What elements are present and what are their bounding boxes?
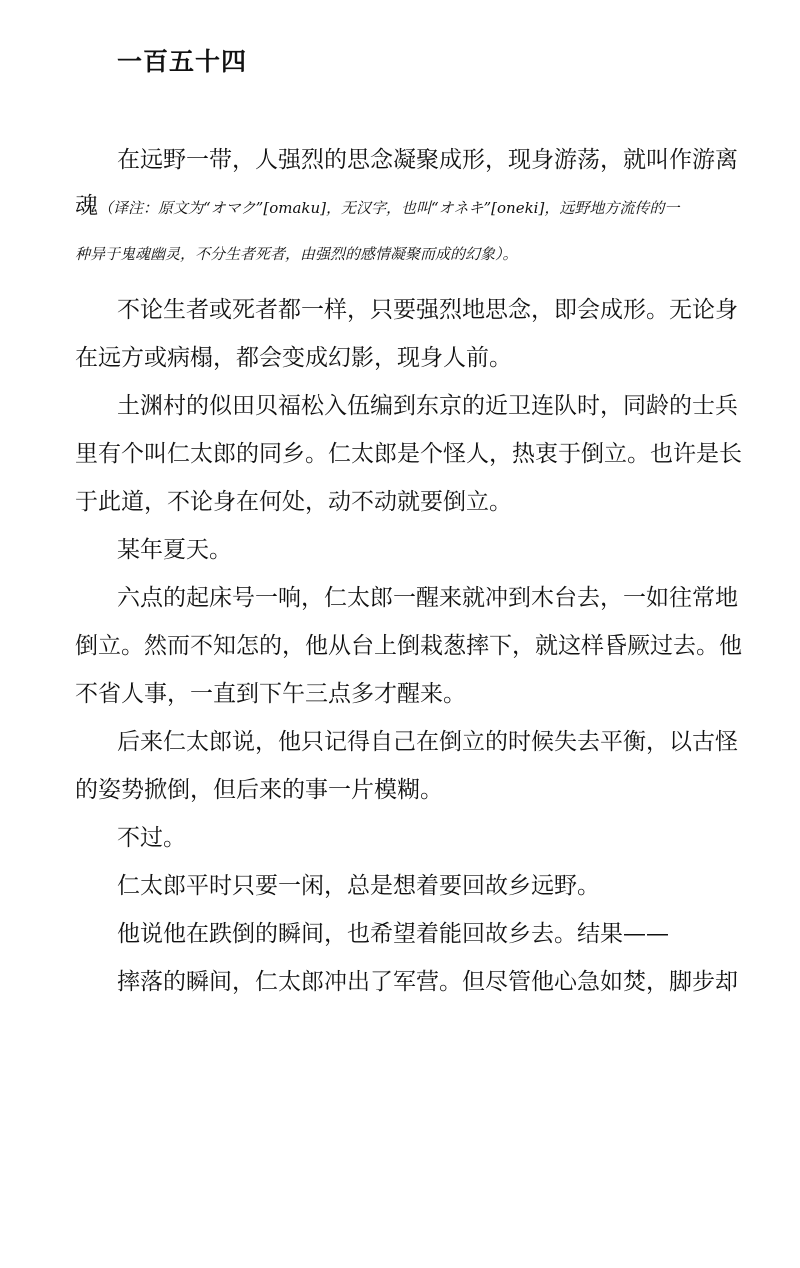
- paragraph-line: 土渊村的似田贝福松入伍编到东京的近卫连队时，同龄的士兵: [117, 393, 738, 419]
- paragraph-5: [75, 574, 742, 718]
- paragraph-line: 他说他在跌倒的瞬间，也希望着能回故乡去。结果——: [117, 921, 669, 947]
- paragraph-line: 里有个叫仁太郎的同乡。仁太郎是个怪人，热衷于倒立。也许是长: [75, 441, 742, 467]
- translator-note: （译注：原文为“オマク”[omaku]，无汉字，也叫“オネキ”[oneki]，远野地方流传的一: [98, 199, 680, 217]
- paragraph-3: [75, 382, 742, 526]
- paragraph-line: 的姿势掀倒，但后来的事一片模糊。: [75, 777, 443, 803]
- paragraph-4: [117, 526, 729, 574]
- paragraph-7: [117, 814, 729, 862]
- paragraph-10: [117, 958, 738, 1006]
- paragraph-8: [117, 862, 729, 910]
- paragraph-line: 仁太郎平时只要一闲，总是想着要回故乡远野。: [117, 873, 600, 899]
- paragraph-line: 后来仁太郎说，他只记得自己在倒立的时候失去平衡，以古怪: [117, 729, 738, 755]
- paragraph-line: 在远野一带，人强烈的思念凝聚成形，现身游荡，就叫作游离: [117, 147, 738, 173]
- paragraph-line: 于此道，不论身在何处，动不动就要倒立。: [75, 489, 512, 515]
- paragraph-1-note-line: [75, 186, 729, 226]
- translator-note-continued: 种异于鬼魂幽灵，不分生者死者，由强烈的感情凝聚而成的幻象）。: [75, 245, 518, 263]
- paragraph-1: [117, 136, 738, 184]
- paragraph-1-note-continued: [75, 242, 729, 282]
- paragraph-line: 六点的起床号一响，仁太郎一醒来就冲到木台去，一如往常地: [117, 585, 738, 611]
- paragraph-line: 倒立。然而不知怎的，他从台上倒栽葱摔下，就这样昏厥过去。他: [75, 633, 742, 659]
- paragraph-line-main: 魂: [75, 193, 98, 219]
- paragraph-9: [117, 910, 729, 958]
- paragraph-line: 在远方或病榻，都会变成幻影，现身人前。: [75, 345, 512, 371]
- paragraph-line: 不省人事，一直到下午三点多才醒来。: [75, 681, 466, 707]
- paragraph-line: 某年夏天。: [117, 537, 232, 563]
- paragraph-6: [75, 718, 738, 814]
- paragraph-line: 摔落的瞬间，仁太郎冲出了军营。但尽管他心急如焚，脚步却: [117, 969, 738, 995]
- paragraph-line: 不论生者或死者都一样，只要强烈地思念，即会成形。无论身: [117, 297, 738, 323]
- paragraph-line: 不过。: [117, 825, 186, 851]
- paragraph-2: [75, 286, 738, 382]
- chapter-title: 一百五十四: [117, 47, 248, 76]
